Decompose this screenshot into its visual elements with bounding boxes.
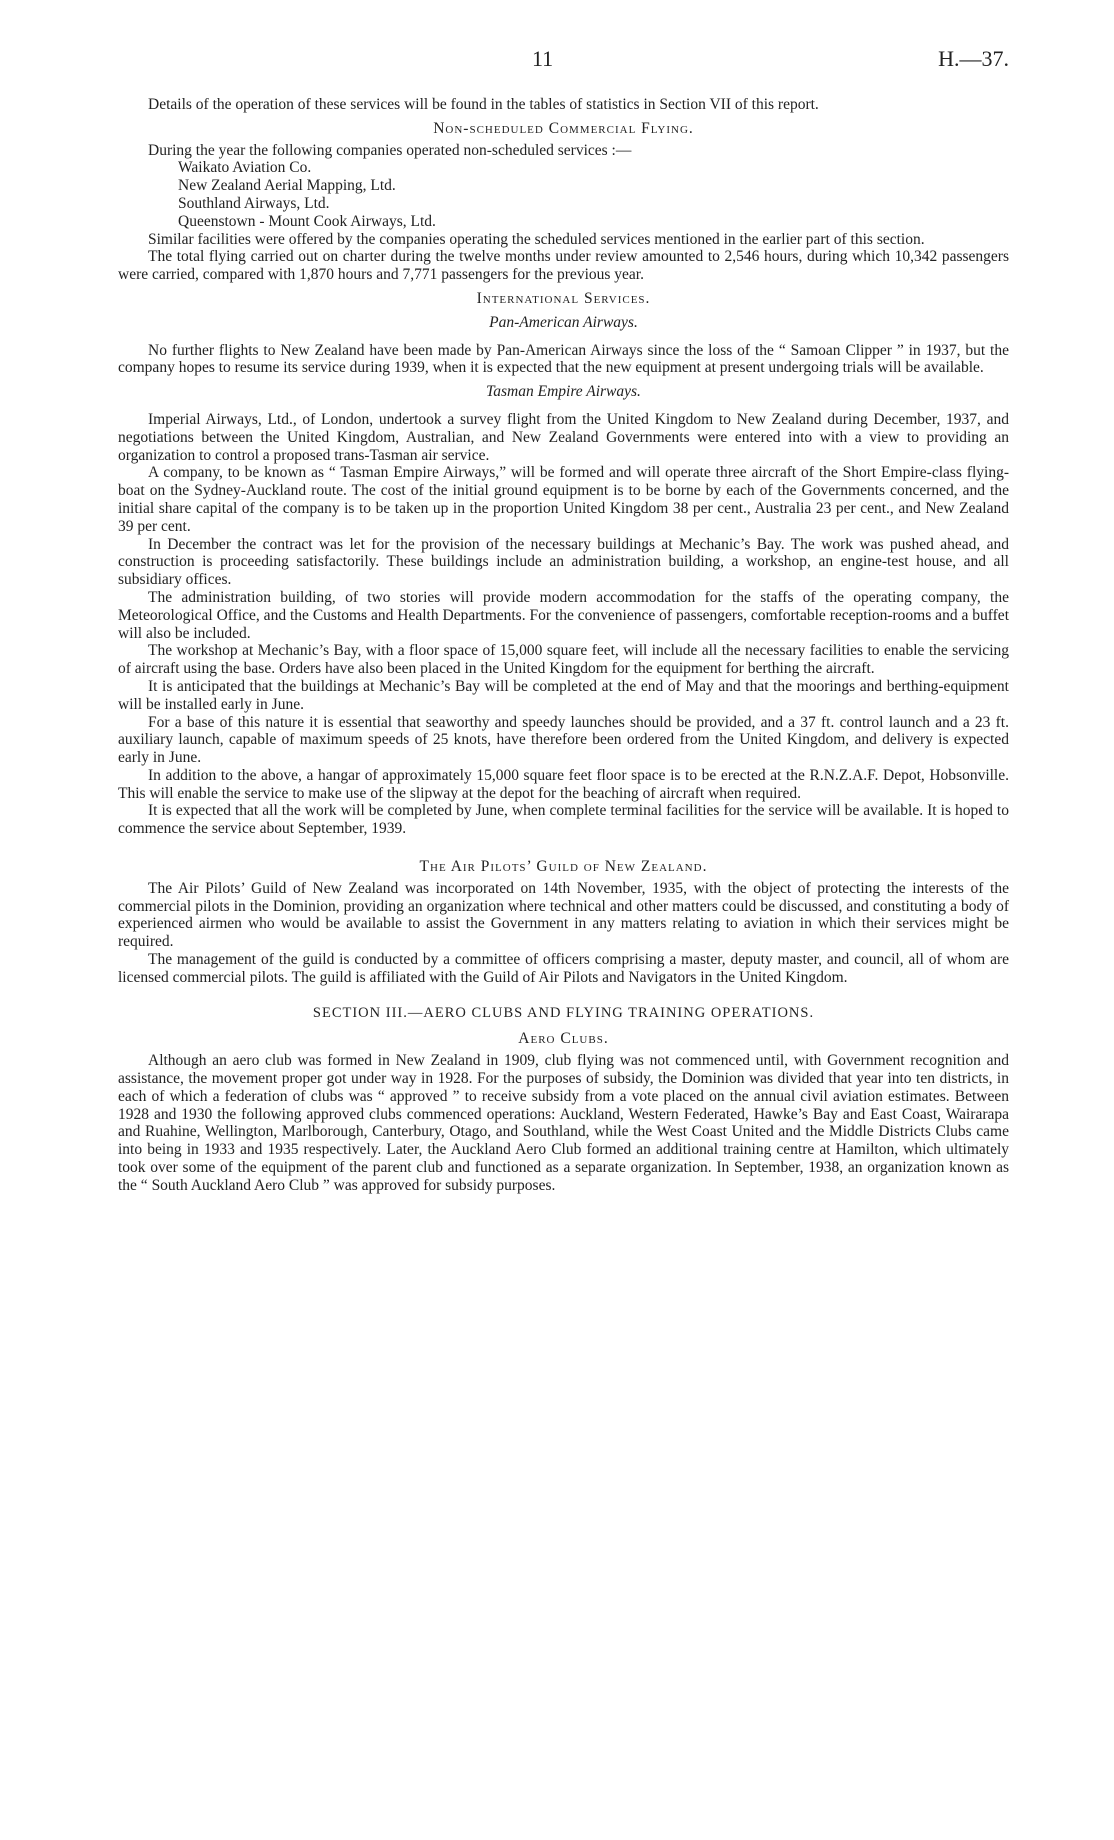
- paragraph: No further flights to New Zealand have been made by Pan-American Airways since the loss of the “ Samoan Clipper ” in 1937, but the company hopes to resume its service during 1939, when it is expected that the new equipment at present undergoing trials will be available.: [118, 341, 1009, 377]
- document-reference: H.—37.: [938, 46, 1009, 71]
- paragraph: The management of the guild is conducted by a committee of officers comprising a master, deputy master, and council, all of whom are licensed commercial pilots. The guild is affiliated with the Guild of Air Pilots and Navigators in the United Kingdom.: [118, 951, 1009, 986]
- spacer: [118, 838, 1009, 852]
- paragraph: It is anticipated that the buildings at Mechanic’s Bay will be completed at the end of May and that the moorings and berthing-equipment will be installed early in June.: [118, 677, 1009, 713]
- section-heading-guild: The Air Pilots’ Guild of New Zealand.: [419, 858, 708, 876]
- paragraph: The total flying carried out on charter during the twelve months under review amounted to 2,546 hours, during which 10,342 passengers were carried, compared with 1,870 hours and 7,771 passengers for the previous year.: [118, 248, 1009, 284]
- subheading-aero-clubs: Aero Clubs.: [518, 1030, 609, 1048]
- paragraph: Although an aero club was formed in New Zealand in 1909, club flying was not commenced until, with Government recognition and assistance, the movement proper got under way in 1928. For the purposes of subsidy, the Dominion was divided that year into ten districts, in each of which a federation of clubs was “ approved ” to receive subsidy from a vote placed on the annual civil aviation estimates. Between 1928 and 1930 the following approved clubs commenced operations: Auckland, Western Federated, Hawke’s Bay and East Coast, Wairarapa and Ruahine, Wellington, Marlborough, Canterbury, Otago, and Southland, while the West Coast United and the Middle Districts Clubs came into being in 1933 and 1935 respectively. Later, the Auckland Aero Club formed an additional training centre at Hamilton, which ultimately took over some of the equipment of the parent club and functioned as a separate organization. In September, 1938, an organization known as the “ South Auckland Aero Club ” was approved for subsidy purposes.: [118, 1052, 1009, 1194]
- paragraph: During the year the following companies operated non-scheduled services :—: [148, 141, 632, 159]
- list-item: Queenstown - Mount Cook Airways, Ltd.: [178, 212, 436, 230]
- paragraph: The Air Pilots’ Guild of New Zealand was incorporated on 14th November, 1935, with the object of protecting the interests of the commercial pilots in the Dominion, providing an organization where technical and other matters could be discussed, and constituting a body of experienced airmen who would be available to assist the Government in any matters relating to aviation in which their services might be required.: [118, 879, 1009, 951]
- page-number: 11: [532, 46, 554, 71]
- paragraph: The workshop at Mechanic’s Bay, with a floor space of 15,000 square feet, will include all the necessary facilities to enable the servicing of aircraft using the base. Orders have also been placed in the United Kingdom for the equipment for berthing the aircraft.: [118, 642, 1009, 678]
- list-item: Southland Airways, Ltd.: [178, 194, 330, 212]
- paragraph: In December the contract was let for the provision of the necessary buildings at Mechanic’s Bay. The work was pushed ahead, and construction is proceeding satisfactorily. These buildings include an administration building, a workshop, an engine-test house, and all subsidiary offices.: [118, 535, 1009, 589]
- list-item: New Zealand Aerial Mapping, Ltd.: [178, 177, 396, 195]
- paragraph: A company, to be known as “ Tasman Empire Airways,” will be formed and will operate three aircraft of the Short Empire-class flying-boat on the Sydney-Auckland route. The cost of the initial ground equipment is to be borne by each of the Governments concerned, and the initial share capital of the company is to be taken up in the proportion United Kingdom 38 per cent., Australia 23 per cent., and New Zealand 39 per cent.: [118, 464, 1009, 535]
- intro-paragraph: Details of the operation of these services will be found in the tables of statistics in Section VII of this report.: [148, 96, 819, 113]
- paragraph: For a base of this nature it is essential that seaworthy and speedy launches should be provided, and a 37 ft. control launch and a 23 ft. auxiliary launch, capable of maximum speeds of 25 knots, have therefore been ordered from the United Kingdom, and delivery is expected early in June.: [118, 713, 1009, 767]
- company-list: [118, 159, 1009, 230]
- section-heading-section-iii: SECTION III.—AERO CLUBS AND FLYING TRAINING OPERATIONS.: [312, 1004, 815, 1021]
- list-item: Waikato Aviation Co.: [178, 159, 312, 177]
- section-heading-international: International Services.: [476, 289, 651, 307]
- subheading-tasman-empire: Tasman Empire Airways.: [486, 383, 641, 401]
- subheading-pan-american: Pan-American Airways.: [489, 313, 638, 331]
- paragraph: The administration building, of two stories will provide modern accommodation for the staffs of the operating company, the Meteorological Office, and the Customs and Health Departments. For the convenience of passengers, comfortable reception-rooms and a buffet will also be included.: [118, 588, 1009, 642]
- paragraph: Similar facilities were offered by the companies operating the scheduled services mentioned in the earlier part of this section.: [148, 230, 925, 248]
- paragraph: In addition to the above, a hangar of approximately 15,000 square feet floor space is to be erected at the R.N.Z.A.F. Depot, Hobsonville. This will enable the service to make use of the slipway at the depot for the beaching of aircraft when required.: [118, 766, 1009, 802]
- section-heading-non-scheduled: Non-scheduled Commercial Flying.: [433, 119, 694, 137]
- page-header: [118, 46, 1009, 96]
- paragraph: It is expected that all the work will be completed by June, when complete terminal facilities for the service will be available. It is hoped to commence the service about September, 1939.: [118, 802, 1009, 838]
- paragraph: Imperial Airways, Ltd., of London, undertook a survey flight from the United Kingdom to New Zealand during December, 1937, and negotiations between the United Kingdom, Australian, and New Zealand Governments were entered into with a view to providing an organization to control a proposed trans-Tasman air service.: [118, 410, 1009, 464]
